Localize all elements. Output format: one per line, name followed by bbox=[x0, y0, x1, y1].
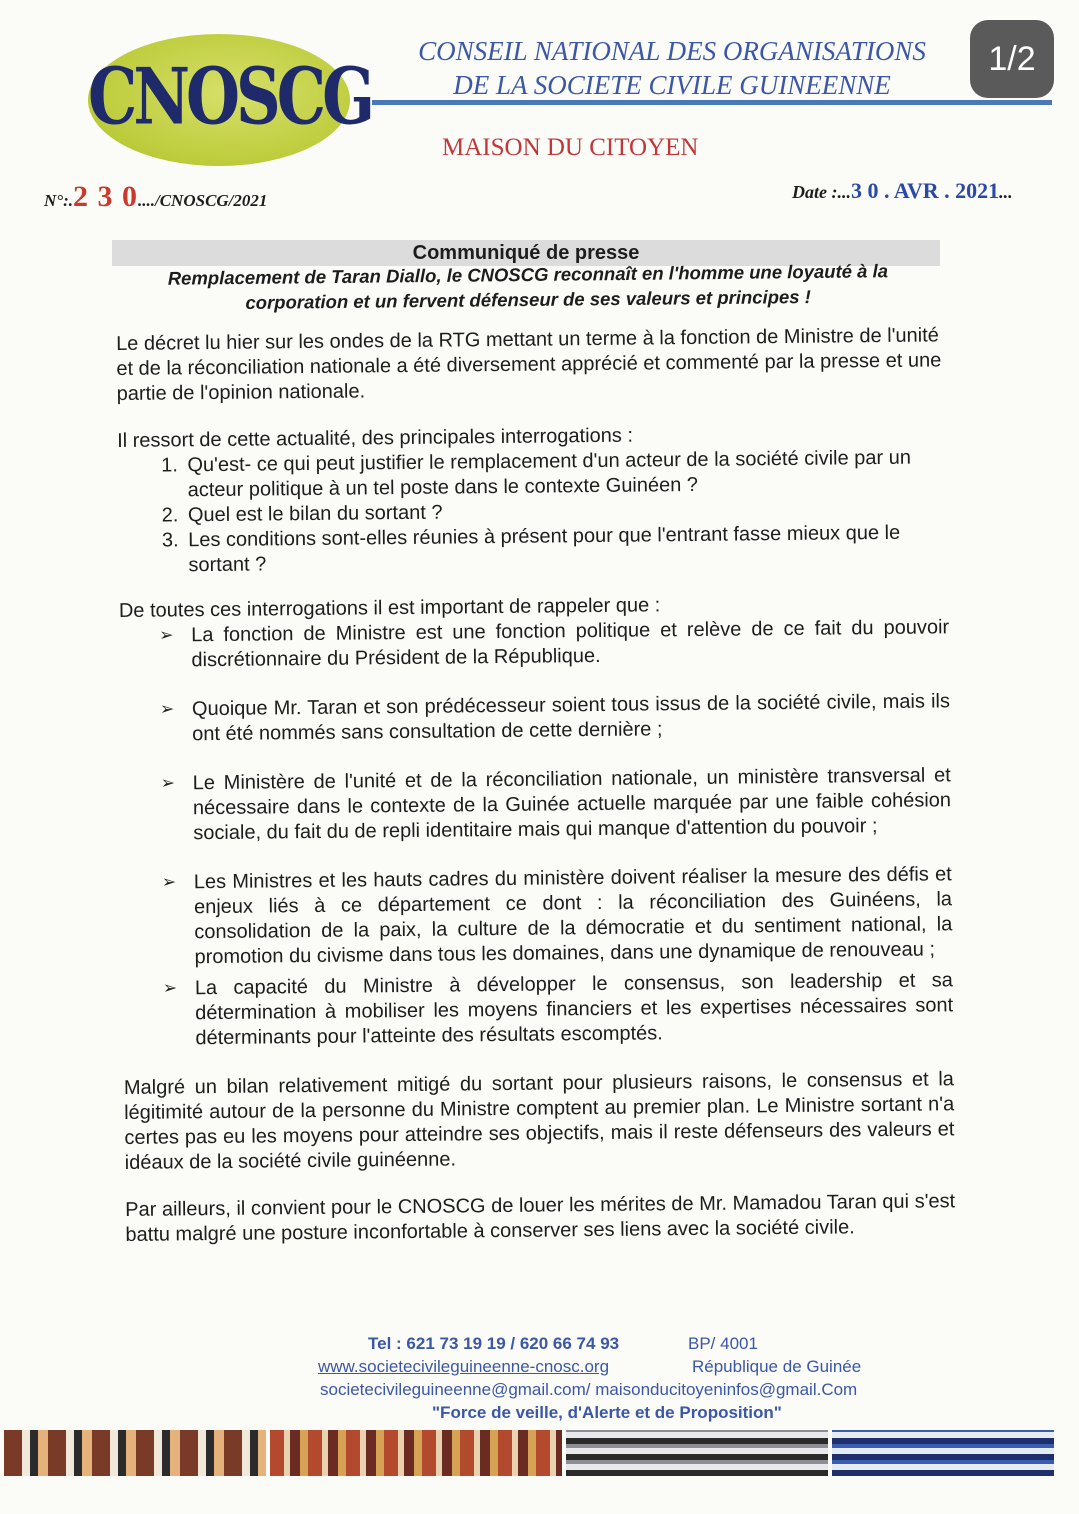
list-item: 1. Qu'est- ce qui peut justifier le remplacement d'un acteur de la société civile par un acteur politique à un tel poste dans le contexte Guinéen ? bbox=[183, 445, 947, 503]
page-title: Communiqué de presse bbox=[412, 242, 640, 264]
ref-suffix: ..../CNOSCG/2021 bbox=[138, 191, 268, 210]
date-suffix: ... bbox=[999, 182, 1013, 202]
footer-emails[interactable]: societecivileguineenne@gmail.com/ maisonducitoyeninfos@gmail.Com bbox=[320, 1380, 858, 1399]
page-indicator: 1/2 bbox=[970, 20, 1054, 98]
list-item: ➢ Les Ministres et les hauts cadres du ministère doivent réaliser la mesure des défis et enjeux liés à ce département ce dont : la réconciliation des Guinéens, la consolidation de la paix, la culture de la démocratie et du sentiment national, la promotion du civisme dans tous les domaines, dans une dynamique de renouveau ; bbox=[162, 862, 953, 970]
footer-website-link[interactable]: www.societecivileguineenne-cnosc.org bbox=[318, 1357, 610, 1376]
decorative-pattern-band bbox=[566, 1430, 828, 1476]
list-item: ➢ Le Ministère de l'unité et de la réconciliation nationale, un ministère transversal et nécessaire dans le contexte de la Guinée actuelle marquée par une faible cohésion sociale, du fait du de repli identitaire mais qui manque d'attention du pouvoir ; bbox=[161, 763, 952, 846]
org-name-line1: CONSEIL NATIONAL DES ORGANISATIONS bbox=[418, 36, 926, 66]
closing-paragraph-1: Malgré un bilan relativement mitigé du sortant pour plusieurs raisons, le consensus et la légitimité autour de la personne du Ministre comptent au premier plan. Le Ministre sortant n'a certes pas eu les moyens pour atteindre ses objectifs, mais il reste défenseurs des valeurs et idéaux de la société civile guinéenne. bbox=[123, 1068, 955, 1174]
logo-text: CNOSCG bbox=[88, 50, 372, 143]
list-item: 2. Quel est le bilan du sortant ? bbox=[184, 495, 948, 528]
footer-motto: "Force de veille, d'Alerte et de Proposition" bbox=[432, 1403, 782, 1422]
footer-telephone: Tel : 621 73 19 19 / 620 66 74 93 bbox=[368, 1334, 620, 1353]
date-label: Date :... bbox=[792, 182, 851, 202]
list-item: ➢ La fonction de Ministre est une fonction politique et relève de ce fait du pouvoir discrétionnaire du Président de la République. bbox=[159, 615, 949, 673]
maison-du-citoyen: MAISON DU CITOYEN bbox=[442, 134, 699, 161]
list-item: 3. Les conditions sont-elles réunies à présent pour que l'entrant fasse mieux que le sortant ? bbox=[184, 520, 948, 578]
document-date bbox=[792, 178, 1013, 204]
closing-paragraph-2: Par ailleurs, il convient pour le CNOSCG de louer les mérites de Mr. Mamadou Taran qui s'est battu malgré une posture inconfortable à conserver ses liens avec la société civile. bbox=[125, 1190, 956, 1246]
list-item: ➢ Quoique Mr. Taran et son prédécesseur soient tous issus de la société civile, mais ils ont été nommés sans consultation de cette dernière ; bbox=[160, 689, 950, 747]
list-item: ➢ La capacité du Ministre à développer le consensus, son leadership et sa détermination à mobiliser les moyens financiers et les expertises nécessaires sont déterminants pour l'atteinte des résultats escomptés. bbox=[163, 968, 954, 1051]
organization-name bbox=[372, 34, 972, 102]
decorative-pattern-band bbox=[4, 1430, 266, 1476]
header-rule bbox=[372, 100, 1052, 105]
intro-paragraph: Le décret lu hier sur les ondes de la RTG mettant un terme à la fonction de Ministre de l'unité et de la réconciliation nationale a été diversement apprécié et commenté par la presse et une partie de l'opinion nationale. bbox=[116, 324, 942, 405]
questions-intro: Il ressort de cette actualité, des principales interrogations : bbox=[117, 424, 634, 452]
reference-number bbox=[44, 180, 267, 214]
org-name-line2: DE LA SOCIETE CIVILE GUINEENNE bbox=[453, 70, 891, 100]
footer-republic: République de Guinée bbox=[692, 1357, 862, 1376]
date-handwritten: 3 0 . AVR . 2021 bbox=[850, 178, 1000, 203]
cnoscg-logo bbox=[88, 34, 372, 166]
decorative-pattern-band bbox=[832, 1430, 1054, 1476]
ref-number-handwritten: 2 3 0 bbox=[73, 180, 138, 213]
page-subtitle: Remplacement de Taran Diallo, le CNOSCG reconnaît en l'homme une loyauté à la corporation et un fervent défenseur de ses valeurs et principes ! bbox=[167, 260, 889, 313]
points-list bbox=[119, 615, 953, 1052]
communique-body bbox=[116, 323, 956, 1270]
points-intro: De toutes ces interrogations il est important de rappeler que : bbox=[118, 594, 661, 622]
questions-list bbox=[117, 445, 948, 579]
ref-label: N°:. bbox=[44, 191, 73, 210]
footer-po-box: BP/ 4001 bbox=[688, 1334, 758, 1353]
decorative-pattern-band bbox=[270, 1430, 562, 1476]
